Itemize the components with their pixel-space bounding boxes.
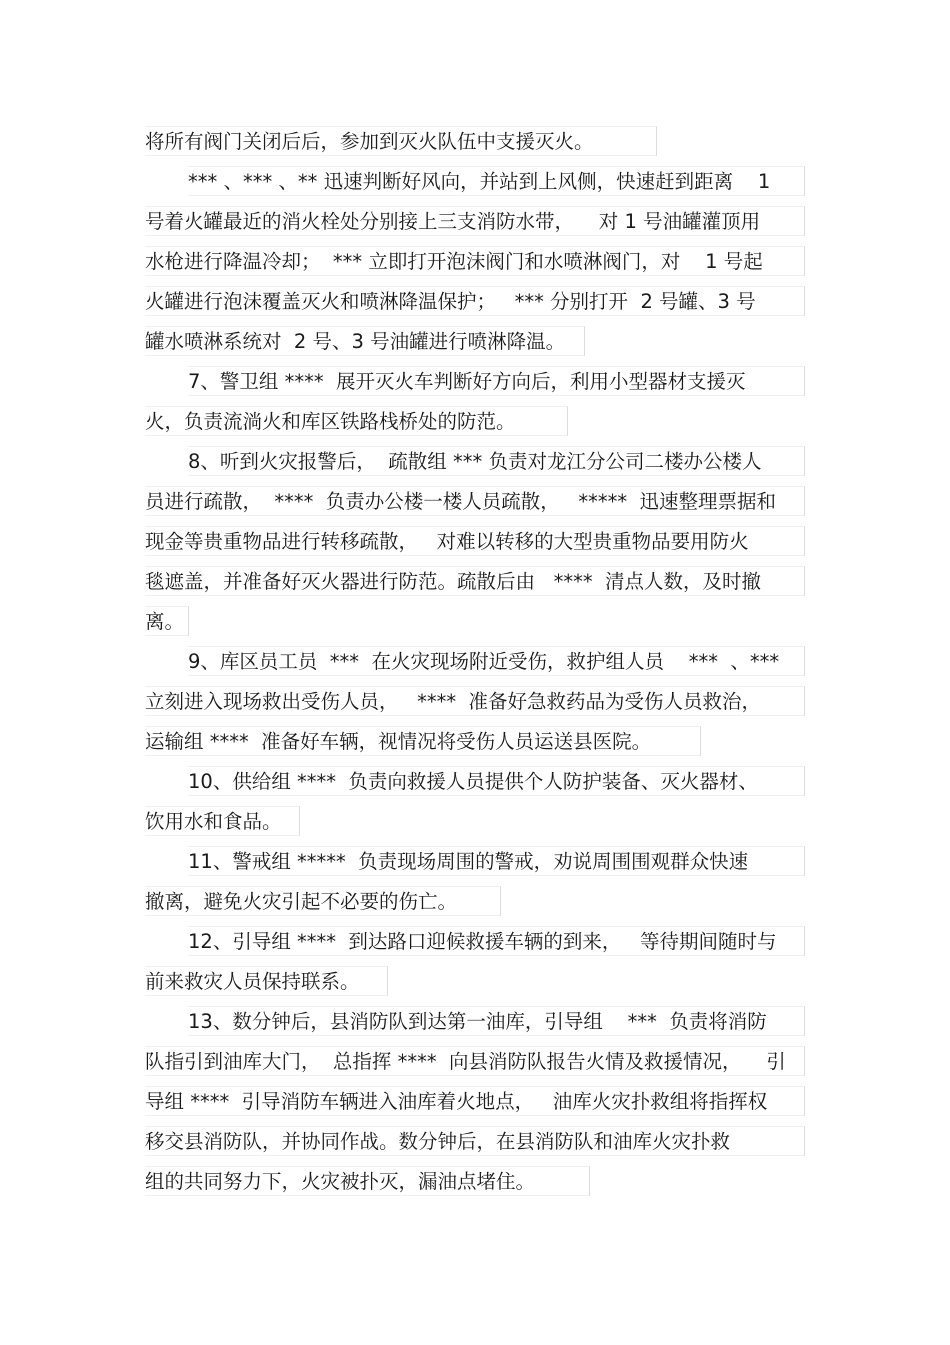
text-line: 7、警卫组 **** 展开灭火车判断好方向后，利用小型器材支援灭 xyxy=(188,366,805,396)
text-line: 将所有阀门关闭后后，参加到灭火队伍中支援灭火。 xyxy=(145,126,657,156)
text-line: 水枪进行降温冷却； *** 立即打开泡沫阀门和水喷淋阀门，对 1 号起 xyxy=(145,246,805,276)
text-line: *** 、*** 、** 迅速判断好风向，并站到上风侧，快速赶到距离 1 xyxy=(188,166,805,196)
text-line: 13、数分钟后，县消防队到达第一油库，引导组 *** 负责将消防 xyxy=(188,1006,805,1036)
text-line: 组的共同努力下，火灾被扑灭，漏油点堵住。 xyxy=(145,1166,590,1196)
text-line: 12、引导组 **** 到达路口迎候救援车辆的到来， 等待期间随时与 xyxy=(188,926,805,956)
text-line: 撤离，避免火灾引起不必要的伤亡。 xyxy=(145,886,501,916)
text-line: 队指引到油库大门， 总指挥 **** 向县消防队报告火情及救援情况， 引 xyxy=(145,1046,805,1076)
text-line: 饮用水和食品。 xyxy=(145,806,300,836)
text-line: 离。 xyxy=(145,606,189,636)
text-line: 现金等贵重物品进行转移疏散， 对难以转移的大型贵重物品要用防火 xyxy=(145,526,805,556)
text-line: 火，负责流淌火和库区铁路栈桥处的防范。 xyxy=(145,406,568,436)
text-line: 前来救灾人员保持联系。 xyxy=(145,966,388,996)
text-line: 10、供给组 **** 负责向救援人员提供个人防护装备、灭火器材、 xyxy=(188,766,805,796)
text-line: 导组 **** 引导消防车辆进入油库着火地点， 油库火灾扑救组将指挥权 xyxy=(145,1086,805,1116)
text-line: 罐水喷淋系统对 2 号、3 号油罐进行喷淋降温。 xyxy=(145,326,585,356)
text-line: 立刻进入现场救出受伤人员， **** 准备好急救药品为受伤人员救治， xyxy=(145,686,805,716)
text-line: 移交县消防队，并协同作战。数分钟后，在县消防队和油库火灾扑救 xyxy=(145,1126,805,1156)
text-line: 8、听到火灾报警后， 疏散组 *** 负责对龙江分公司二楼办公楼人 xyxy=(188,446,805,476)
text-line: 火罐进行泡沫覆盖灭火和喷淋降温保护； *** 分别打开 2 号罐、3 号 xyxy=(145,286,805,316)
text-line: 9、库区员工员 *** 在火灾现场附近受伤，救护组人员 *** 、*** xyxy=(188,646,805,676)
text-line: 员进行疏散， **** 负责办公楼一楼人员疏散， ***** 迅速整理票据和 xyxy=(145,486,805,516)
text-line: 11、警戒组 ***** 负责现场周围的警戒，劝说周围围观群众快速 xyxy=(188,846,805,876)
text-line: 毯遮盖，并准备好灭火器进行防范。疏散后由 **** 清点人数，及时撤 xyxy=(145,566,805,596)
text-line: 运输组 **** 准备好车辆，视情况将受伤人员运送县医院。 xyxy=(145,726,701,756)
text-line: 号着火罐最近的消火栓处分别接上三支消防水带， 对 1 号油罐灌顶用 xyxy=(145,206,805,236)
